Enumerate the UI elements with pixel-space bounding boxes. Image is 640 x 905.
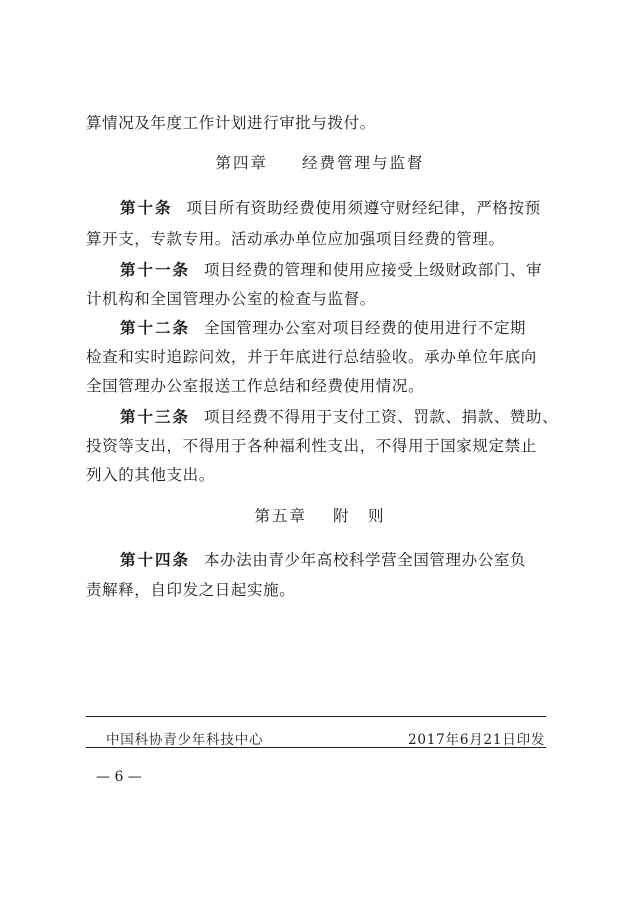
article-13-line-2: 投资等支出，不得用于各种福利性支出，不得用于国家规定禁止 [86, 437, 537, 455]
article-11-label: 第十一条 [120, 261, 191, 279]
chapter-4-number: 第四章 [215, 154, 268, 172]
article-10-line-2: 算开支，专款专用。活动承办单位应加强项目经费的管理。 [86, 230, 505, 248]
article-11-line-1: 第十一条 项目经费的管理和使用应接受上级财政部门、审 [120, 261, 543, 279]
article-10-line-1: 第十条 项目所有资助经费使用须遵守财经纪律，严格按预 [120, 199, 541, 217]
article-13-line-1: 第十三条 项目经费不得用于支付工资、罚款、捐款、赞助、 [120, 408, 559, 426]
article-12-line-1: 第十二条 全国管理办公室对项目经费的使用进行不定期 [120, 319, 527, 337]
chapter-5-title: 附 则 [333, 507, 386, 525]
footer-date: 2017年6月21日印发 [408, 732, 546, 748]
article-10-label: 第十条 [120, 199, 173, 217]
article-14-label: 第十四条 [120, 551, 191, 569]
article-14-line-1: 第十四条 本办法由青少年高校科学营全国管理办公室负 [120, 551, 527, 569]
article-12-line-2: 检查和实时追踪问效，并于年底进行总结验收。承办单位年底向 [86, 348, 537, 366]
article-14-line-2: 责解释，自印发之日起实施。 [86, 581, 296, 599]
chapter-5-number: 第五章 [254, 507, 307, 525]
article-13-label: 第十三条 [120, 408, 191, 426]
footer-top-rule [86, 716, 546, 717]
article-11-line-2: 计机构和全国管理办公室的检查与监督。 [86, 290, 376, 308]
page-number: — 6 — [96, 769, 142, 785]
chapter-5-heading [0, 504, 640, 526]
footer-bottom-rule [86, 747, 546, 748]
chapter-4-title: 经费管理与监督 [302, 154, 425, 172]
continuation-text: 算情况及年度工作计划进行审批与拨付。 [86, 114, 376, 132]
article-12-line-3: 全国管理办公室报送工作总结和经费使用情况。 [86, 377, 425, 395]
article-12-label: 第十二条 [120, 319, 191, 337]
article-13-line-3: 列入的其他支出。 [86, 466, 215, 484]
footer-issuer: 中国科协青少年科技中心 [106, 732, 264, 748]
chapter-4-heading [0, 151, 640, 173]
